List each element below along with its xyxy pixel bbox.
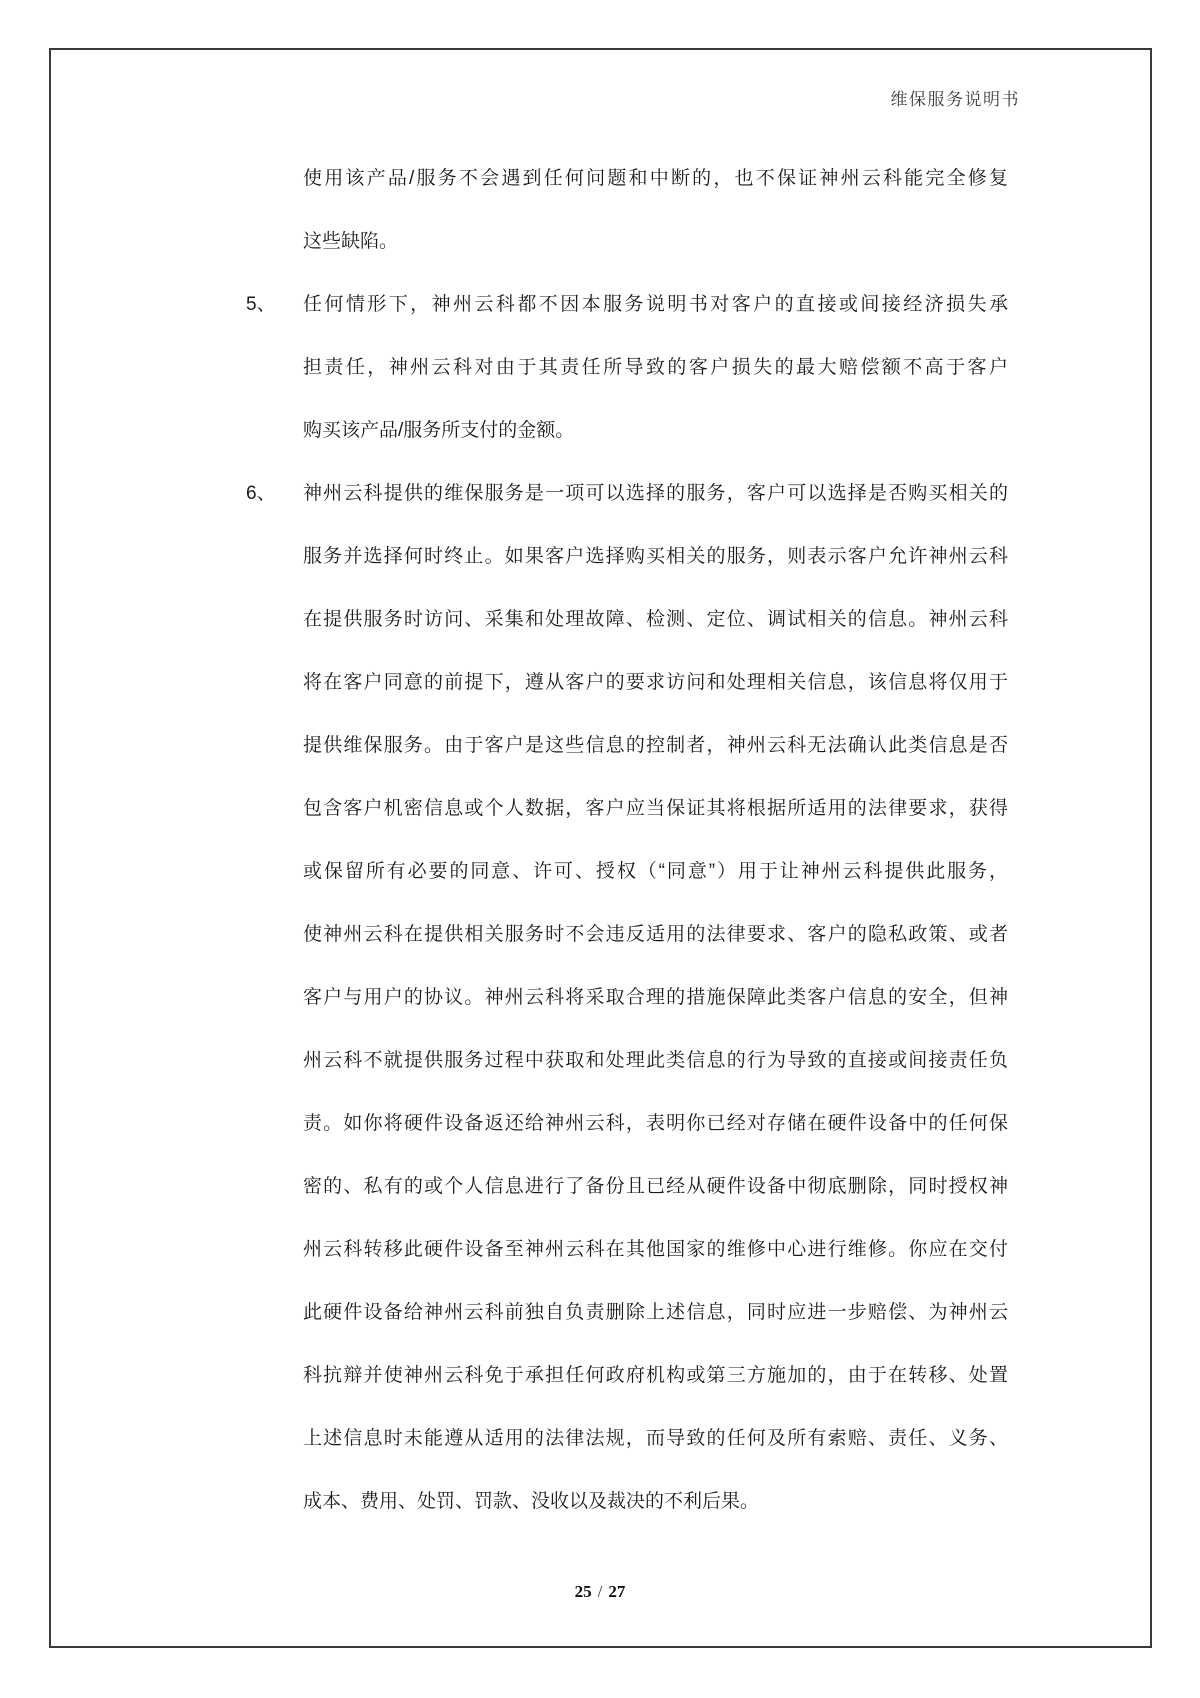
text-line: 使神州云科在提供相关服务时不会违反适用的法律要求、客户的隐私政策、或者: [303, 924, 1008, 945]
document-row: [246, 1218, 1008, 1281]
text-line: 提供维保服务。由于客户是这些信息的控制者，神州云科无法确认此类信息是否: [303, 735, 1008, 756]
text-line: 担责任，神州云科对由于其责任所导致的客户损失的最大赔偿额不高于客户: [303, 357, 1008, 378]
list-item-number: 6、: [246, 483, 276, 504]
text-line: 或保留所有必要的同意、许可、授权（“同意”）用于让神州云科提供此服务，: [303, 861, 1008, 882]
text-line: 责。如你将硬件设备返还给神州云科，表明你已经对存储在硬件设备中的任何保: [303, 1113, 1008, 1134]
text-line: 购买该产品/服务所支付的金额。: [303, 420, 575, 441]
text-line: 州云科不就提供服务过程中获取和处理此类信息的行为导致的直接或间接责任负: [303, 1050, 1008, 1071]
document-row: [246, 210, 1008, 273]
page-number-total: 27: [608, 1582, 626, 1601]
document-row: [246, 1407, 1008, 1470]
text-line: 服务并选择何时终止。如果客户选择购买相关的服务，则表示客户允许神州云科: [303, 546, 1008, 567]
text-line: 此硬件设备给神州云科前独自负责删除上述信息，同时应进一步赔偿、为神州云: [303, 1302, 1008, 1323]
text-line: 在提供服务时访问、采集和处理故障、检测、定位、调试相关的信息。神州云科: [303, 609, 1008, 630]
document-row: [246, 1155, 1008, 1218]
text-line: 客户与用户的协议。神州云科将采取合理的措施保障此类客户信息的安全，但神: [303, 987, 1008, 1008]
document-row: [246, 1029, 1008, 1092]
document-row: [246, 399, 1008, 462]
document-row: [246, 462, 1008, 525]
document-row: [246, 777, 1008, 840]
document-row: [246, 1470, 1008, 1533]
text-line: 包含客户机密信息或个人数据，客户应当保证其将根据所适用的法律要求，获得: [303, 798, 1008, 819]
text-line: 这些缺陷。: [303, 231, 399, 252]
document-row: [246, 903, 1008, 966]
document-row: [246, 588, 1008, 651]
text-line: 密的、私有的或个人信息进行了备份且已经从硬件设备中彻底删除，同时授权神: [303, 1176, 1008, 1197]
document-row: [246, 966, 1008, 1029]
document-row: [246, 1281, 1008, 1344]
text-line: 将在客户同意的前提下，遵从客户的要求访问和处理相关信息，该信息将仅用于: [303, 672, 1008, 693]
document-row: [246, 525, 1008, 588]
text-line: 使用该产品/服务不会遇到任何问题和中断的，也不保证神州云科能完全修复: [303, 168, 1008, 189]
text-line: 神州云科提供的维保服务是一项可以选择的服务，客户可以选择是否购买相关的: [303, 483, 1008, 504]
page-number-current: 25: [574, 1582, 592, 1601]
text-line: 州云科转移此硬件设备至神州云科在其他国家的维修中心进行维修。你应在交付: [303, 1239, 1008, 1260]
document-body: [246, 147, 1008, 1533]
document-row: [246, 840, 1008, 903]
text-line: 成本、费用、处罚、罚款、没收以及裁决的不利后果。: [303, 1491, 760, 1512]
page-number-separator: /: [597, 1582, 603, 1601]
text-line: 上述信息时未能遵从适用的法律法规，而导致的任何及所有索赔、责任、义务、: [303, 1428, 1008, 1449]
document-row: [246, 273, 1008, 336]
text-line: 科抗辩并使神州云科免于承担任何政府机构或第三方施加的，由于在转移、处置: [303, 1365, 1008, 1386]
document-row: [246, 714, 1008, 777]
document-row: [246, 651, 1008, 714]
document-row: [246, 147, 1008, 210]
page-number: [0, 1582, 1200, 1602]
document-header-title: 维保服务说明书: [890, 90, 1020, 109]
list-item-number: 5、: [246, 294, 276, 315]
document-row: [246, 336, 1008, 399]
document-row: [246, 1092, 1008, 1155]
document-row: [246, 1344, 1008, 1407]
text-line: 任何情形下，神州云科都不因本服务说明书对客户的直接或间接经济损失承: [303, 294, 1008, 315]
